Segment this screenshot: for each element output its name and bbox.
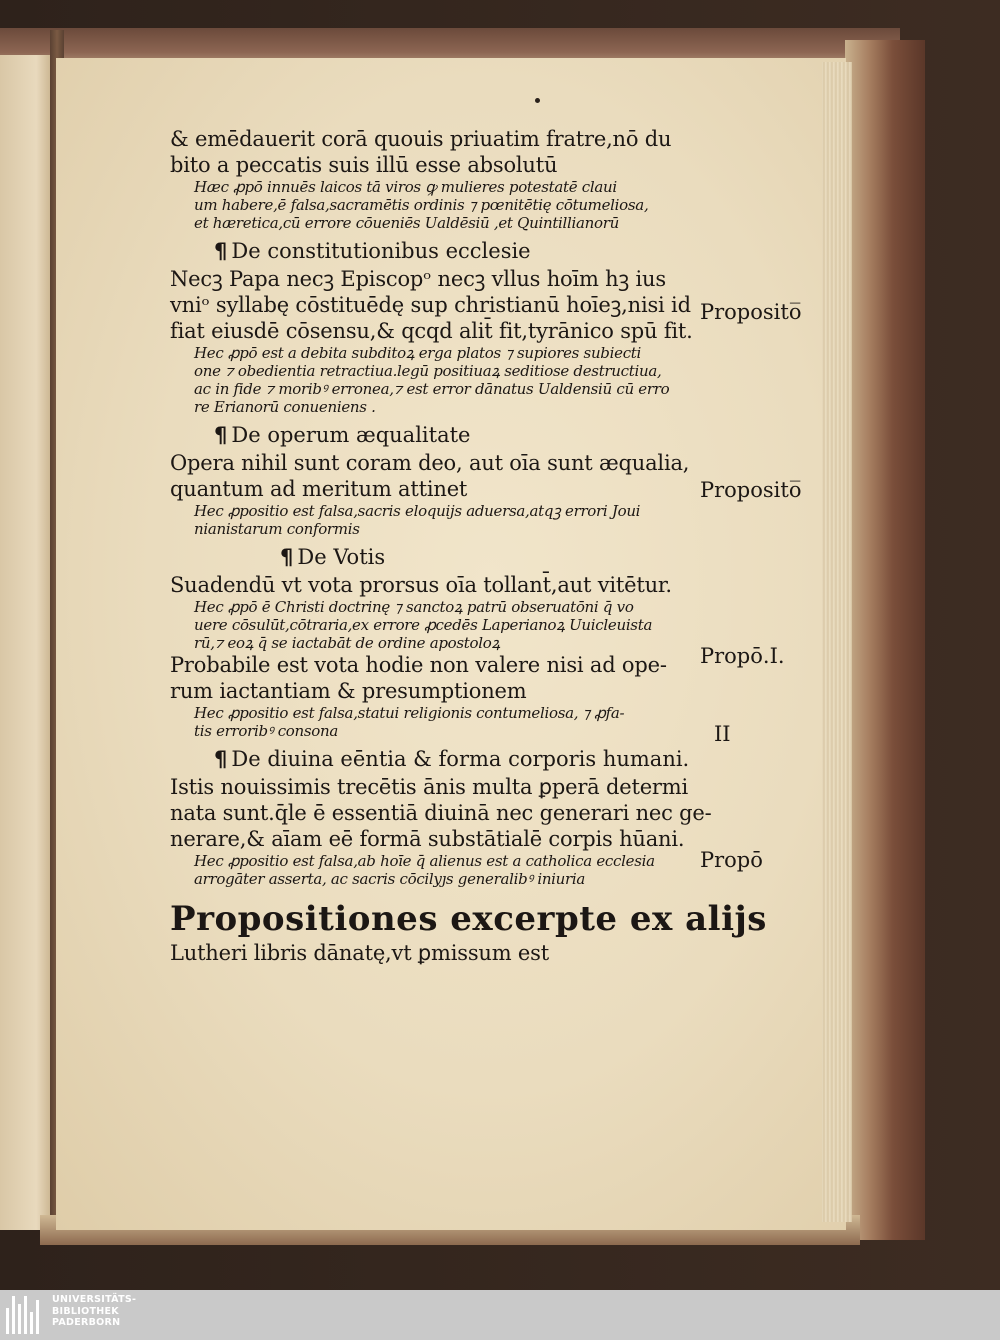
line-text: Hec ꝓpō ē Christi doctrinę ⁊ sanctoꝝ patrū obseruatōni q̄ vo [194, 598, 634, 616]
text-line [170, 152, 710, 178]
text-line [170, 292, 710, 318]
margin-note-ii: II [714, 722, 731, 746]
page-edges [822, 62, 852, 1222]
commentary-line [170, 852, 710, 870]
line-text: nata sunt.q̄le ē essentiā diuinā nec generari nec ge- [170, 801, 712, 825]
commentary-line [170, 344, 710, 362]
library-name-line-3: PADERBORN [52, 1317, 121, 1328]
line-text: um habere,ē falsa,sacramētis ordinis ⁊ pœnitētię cōtumeliosa, [194, 196, 649, 214]
line-text: De constitutionibus ecclesie [231, 239, 531, 263]
commentary-line [170, 398, 710, 416]
text-line [170, 652, 710, 678]
commentary-line [170, 380, 710, 398]
section-heading [170, 236, 710, 266]
book-cover-right [845, 40, 925, 1240]
section-heading [170, 744, 710, 774]
text-line [170, 800, 710, 826]
library-name-line-2: BIBLIOTHEK [52, 1305, 119, 1317]
commentary-line [170, 634, 710, 652]
line-text: De Votis [297, 545, 386, 569]
line-text: rū,⁊ eoꝝ q̄ se iactabāt de ordine apostoloꝝ [194, 634, 500, 652]
commentary-line [170, 520, 710, 538]
line-text: De diuina eēntia & forma corporis humani. [231, 747, 690, 771]
line-text: Probabile est vota hodie non valere nisi ad ope- [170, 653, 667, 677]
line-text: nerare,& aīam eē formā substātialē corpis hūani. [170, 827, 685, 851]
line-text: fiat eiusdē cōsensu,& qcqd alit̄ fit,tyrānico spū fit. [170, 319, 693, 343]
line-text: Hec ꝓpositio est falsa,statui religionis contumeliosa, ⁊ ꝓfa- [194, 704, 625, 722]
commentary-line [170, 722, 710, 740]
library-footer-bar [0, 1290, 1000, 1340]
pilcrow-icon: ¶ [214, 423, 228, 447]
commentary-line [170, 178, 710, 196]
line-text: Hec ꝓpō est a debita subditoꝝ erga platos ⁊ supiores subiecti [194, 344, 642, 362]
line-text: Suadendū vt vota prorsus oīa tollant̄,aut vitētur. [170, 573, 672, 597]
text-line [170, 678, 710, 704]
margin-note-propo: Propō [700, 848, 763, 872]
commentary-line [170, 704, 710, 722]
library-logo-icon [6, 1296, 44, 1334]
line-text: uere cōsulūt,cōtraria,ex errore ꝓcedēs Laperianoꝝ Uuicleuista [194, 616, 653, 634]
line-text: rum iactantiam & presumptionem [170, 679, 527, 703]
pilcrow-icon: ¶ [280, 545, 294, 569]
text-line [170, 318, 710, 344]
page-mark [535, 98, 540, 103]
text-line [170, 826, 710, 852]
text-line [170, 450, 710, 476]
margin-note-propositio-2: Proposito̅ [700, 478, 802, 502]
line-text: & emēdauerit corā quouis priuatim fratre,nō du [170, 127, 672, 151]
line-text: De operum æqualitate [231, 423, 471, 447]
text-line [170, 572, 710, 598]
text-line [170, 774, 710, 800]
margin-note-propo-i: Propō.I. [700, 644, 785, 668]
line-text: vniᵒ syllabę cōstituēdę sup christianū hoīeꝫ,nisi id [170, 293, 691, 317]
pilcrow-icon: ¶ [214, 239, 228, 263]
line-text: tis erroribꝰ consona [194, 722, 339, 740]
library-name [52, 1294, 136, 1329]
line-text: Lutheri libris dānatę,vt ꝑmissum est [170, 941, 549, 965]
commentary-line [170, 616, 710, 634]
line-text: Hæc ꝓpō innuēs laicos tā viros ꝙ mulieres potestatē claui [194, 178, 617, 196]
line-text: one ⁊ obedientia retractiua.legū positiuaꝝ seditiose destructiua, [194, 362, 662, 380]
library-name-line-1: UNIVERSITÄTS- [52, 1294, 137, 1305]
line-text: Propositiones excerpte ex alijs [170, 899, 767, 939]
line-text: arrogāter asserta, ac sacris cōcilyȷs generalibꝰ iniuria [194, 870, 586, 888]
line-text: Hec ꝓpositio est falsa,sacris eloquijs aduersa,atqꝫ errori Joui [194, 502, 641, 520]
commentary-line [170, 196, 710, 214]
line-text: et hæretica,cū errore cōueniēs Ualdēsiū ,et Quintillianorū [194, 214, 620, 232]
line-text: quantum ad meritum attinet [170, 477, 468, 501]
line-text: ac in fide ⁊ moribꝰ erronea,⁊ est error dānatus Ualdensiū cū erro [194, 380, 670, 398]
text-line [170, 266, 710, 292]
line-text: bito a peccatis suis illū esse absolutū [170, 153, 558, 177]
commentary-line [170, 362, 710, 380]
text-line [170, 126, 710, 152]
section-heading [170, 420, 710, 450]
section-heading [170, 542, 710, 572]
left-page-edge [0, 55, 54, 1230]
text-line [170, 476, 710, 502]
section-title [170, 898, 767, 940]
line-text: Istis nouissimis trecētis ānis multa ꝑperā determi [170, 775, 688, 799]
line-text: re Erianorū conueniens . [194, 398, 376, 416]
margin-note-propositio-1: Proposito̅ [700, 300, 802, 324]
commentary-line [170, 870, 710, 888]
line-text: Opera nihil sunt coram deo, aut oīa sunt æqualia, [170, 451, 690, 475]
text-line [170, 940, 710, 966]
commentary-line [170, 502, 710, 520]
commentary-line [170, 598, 710, 616]
commentary-line [170, 214, 710, 232]
line-text: Hec ꝓpositio est falsa,ab hoīe q̄ alienus est a catholica ecclesia [194, 852, 655, 870]
line-text: Necꝫ Papa necꝫ Episcopᵒ necꝫ vllus hoīm hꝫ ius [170, 267, 666, 291]
line-text: nianistarum conformis [194, 520, 360, 538]
pilcrow-icon: ¶ [214, 747, 228, 771]
